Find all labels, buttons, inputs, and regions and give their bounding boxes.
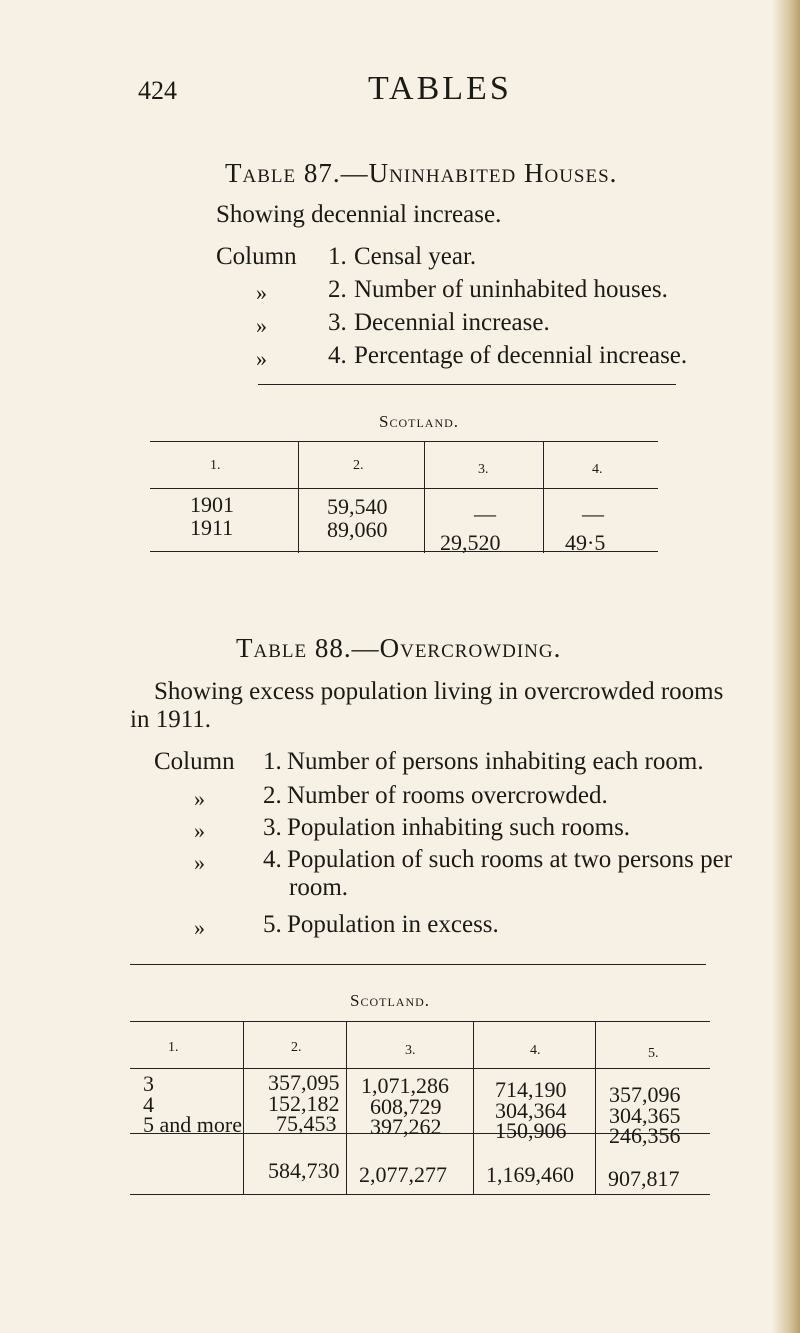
table-88-column-2-text: Number of rooms overcrowded. <box>287 782 608 809</box>
table-88-header-3: 3. <box>405 1043 416 1058</box>
table-87-header-3: 3. <box>478 462 489 477</box>
table-87-header-4: 4. <box>592 462 603 477</box>
table-88-column-4-num: 4. <box>263 846 282 873</box>
table-88-rooms: 357,095 <box>268 1070 340 1095</box>
table-87-region: Scotland. <box>379 412 460 431</box>
ditto-mark: » <box>194 915 205 940</box>
table-88-persons-per-room: 5 and more <box>143 1112 242 1137</box>
table-88-excess: 304,365 <box>609 1103 681 1128</box>
table-87-houses: 59,540 <box>327 494 388 519</box>
page-edge <box>772 0 800 1333</box>
table-88-column-1-text: Number of persons inhabiting each room. <box>287 748 704 775</box>
table-88-total-excess: 907,817 <box>608 1166 680 1191</box>
table-88-population: 1,071,286 <box>361 1073 449 1098</box>
table-88-header-4: 4. <box>530 1043 541 1058</box>
table-88-total-two-per-room: 1,169,460 <box>486 1162 574 1187</box>
table-88-column-intro: Column <box>154 748 235 775</box>
table-88-col-divider <box>243 1021 244 1194</box>
table-87-title: Table 87.—Uninhabited Houses. <box>225 158 618 188</box>
table-88-column-3-text: Population inhabiting such rooms. <box>287 814 631 841</box>
table-87-year: 1901 <box>190 492 234 517</box>
page-header-title: TABLES <box>368 70 512 107</box>
table-88-persons-per-room: 4 <box>143 1092 154 1117</box>
table-88-population-two-per-room: 714,190 <box>495 1077 567 1102</box>
table-88-total-rooms: 584,730 <box>268 1158 340 1183</box>
table-88-title: Table 88.—Overcrowding. <box>236 633 562 663</box>
table-88-population: 608,729 <box>370 1094 442 1119</box>
table-88-excess: 246,356 <box>609 1123 681 1148</box>
table-88-population: 397,262 <box>370 1114 442 1139</box>
table-88-column-5-text: Population in excess. <box>287 911 499 938</box>
table-87-column-2-text: Number of uninhabited houses. <box>354 276 668 303</box>
separator-rule <box>130 964 706 965</box>
table-88-description-cont: in 1911. <box>130 706 212 733</box>
ditto-mark: » <box>194 786 205 811</box>
table-87-column-3-text: Decennial increase. <box>354 309 550 336</box>
table-87-header-2: 2. <box>353 458 364 473</box>
table-87-column-2-num: 2. <box>328 276 347 303</box>
table-87-year: 1911 <box>190 515 234 540</box>
table-88-column-2-num: 2. <box>263 782 282 809</box>
table-87-col-divider <box>424 441 425 553</box>
table-87-header-rule <box>150 488 658 489</box>
ditto-mark: » <box>256 313 267 338</box>
table-88-col-divider <box>473 1021 474 1194</box>
table-87-header-1: 1. <box>210 458 221 473</box>
table-88-bottom-rule <box>130 1194 710 1195</box>
table-88-persons-per-room: 3 <box>143 1071 154 1096</box>
table-88-population-two-per-room: 150,906 <box>495 1118 567 1143</box>
running-head <box>0 70 800 110</box>
table-88-rooms: 75,453 <box>276 1111 337 1136</box>
table-87-column-3-num: 3. <box>328 309 347 336</box>
table-87-column-1-text: Censal year. <box>354 243 477 270</box>
ditto-mark: » <box>194 818 205 843</box>
table-88-population-two-per-room: 304,364 <box>495 1098 567 1123</box>
ditto-mark: » <box>256 280 267 305</box>
ditto-mark: » <box>194 850 205 875</box>
ditto-mark: » <box>256 346 267 371</box>
table-88-region: Scotland. <box>350 991 431 1010</box>
table-88-column-3-num: 3. <box>263 814 282 841</box>
table-88-description: Showing excess population living in overcrowded rooms <box>154 678 724 705</box>
table-88-total-population: 2,077,277 <box>359 1162 447 1187</box>
table-88-excess: 357,096 <box>609 1082 681 1107</box>
table-88-top-rule <box>130 1021 710 1022</box>
table-87-percentage: — <box>582 501 604 526</box>
table-88-column-1-num: 1. <box>263 748 282 775</box>
table-88-col-divider <box>595 1021 596 1194</box>
table-88-header-5: 5. <box>648 1046 659 1061</box>
table-87-col-divider <box>543 441 544 553</box>
table-87-increase: — <box>474 501 496 526</box>
table-88-header-rule <box>130 1068 710 1069</box>
table-88-rooms: 152,182 <box>268 1091 340 1116</box>
table-87-column-4-num: 4. <box>328 342 347 369</box>
table-87-column-4-text: Percentage of decennial increase. <box>354 342 688 369</box>
separator-rule <box>258 384 676 385</box>
page-number: 424 <box>138 76 177 105</box>
table-87-column-1-num: 1. <box>328 243 347 270</box>
table-87-description: Showing decennial increase. <box>216 201 502 228</box>
table-88-column-4-text-cont: room. <box>289 874 349 901</box>
table-87-increase: 29,520 <box>440 530 501 555</box>
table-87-column-intro: Column <box>216 243 297 270</box>
table-88-header-1: 1. <box>168 1040 179 1055</box>
table-88-column-4-text: Population of such rooms at two persons per <box>287 846 733 873</box>
table-88-header-2: 2. <box>291 1040 302 1055</box>
table-87-top-rule <box>150 441 658 442</box>
table-87-houses: 89,060 <box>327 517 388 542</box>
table-87-percentage: 49·5 <box>565 530 606 555</box>
table-87-col-divider <box>298 441 299 553</box>
table-88-column-5-num: 5. <box>263 911 282 938</box>
table-88-col-divider <box>346 1021 347 1194</box>
